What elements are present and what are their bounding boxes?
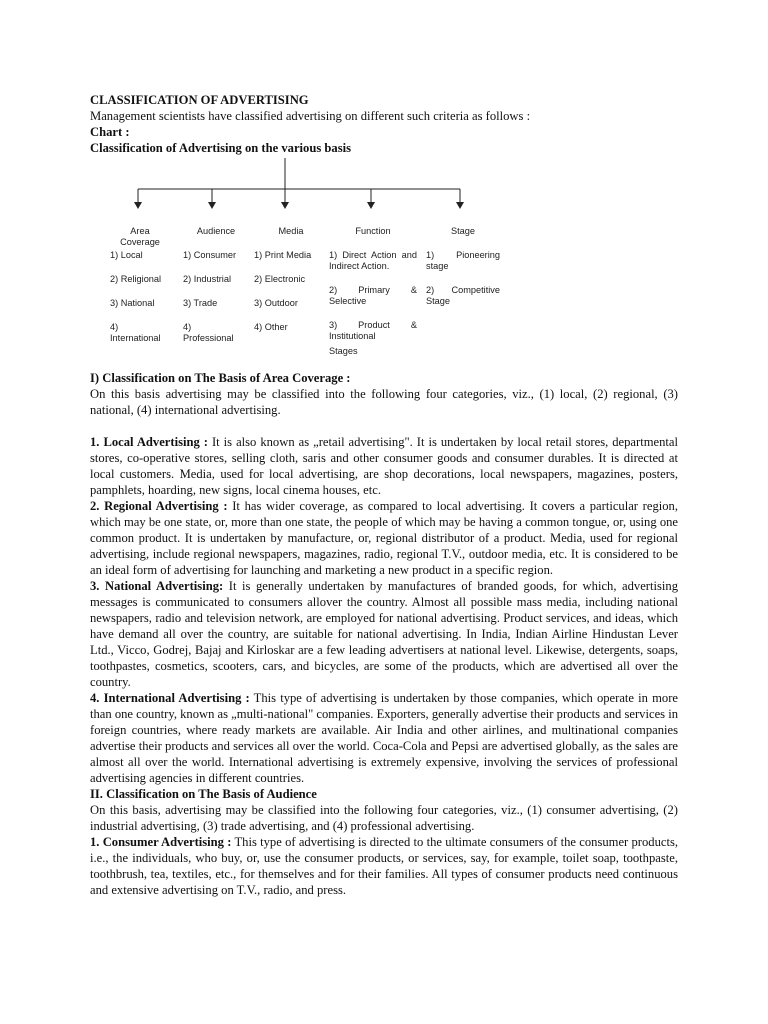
chart-stages-note: Stages <box>329 346 358 356</box>
arrow-head-area <box>134 202 142 209</box>
chart-item: 2) Competitive Stage <box>426 285 500 306</box>
section-heading-area-coverage: I) Classification on The Basis of Area Coverage : <box>90 371 351 385</box>
chart-label: Chart : <box>90 125 130 139</box>
chart-heading-area: Area Coverage <box>120 226 160 247</box>
paragraph-international-advertising <box>90 690 678 786</box>
text-consumer-advertising: This type of advertising is directed to the ultimate consumers of the consumer products, i.e., the individuals, who buy, or, use the consumer products, or services, say, for example, toilet soap, toothpaste, toothbrush, tea, textiles, etc., for themselves and for their families. All types of consumer products need continuous and extensive advertising on T.V., radio, and press. <box>90 835 679 897</box>
chart-item: 4) Other <box>254 322 288 332</box>
arrow-head-media <box>281 202 289 209</box>
label-international-advertising: 4. International Advertising : <box>90 691 250 705</box>
chart-item: 3) Outdoor <box>254 298 298 308</box>
intro-paragraph: Management scientists have classified advertising on different such criteria as follows : <box>90 109 531 123</box>
text-international-advertising: This type of advertising is undertaken by those companies, which operate in more than one country, known as „multi-national" companies. Exporters, generally advertise their products and services in foreign countries, where ready markets are available. Air India and other airlines, and multinational companies advertise their products and services all over the world. Coca-Cola and Pepsi are advertised globally, as the sales are almost all over the world. International advertising is extremely expensive, involving the services of professional advertising agencies in different countries. <box>90 691 679 785</box>
chart-item: 1) Local <box>110 250 143 260</box>
classification-chart <box>90 158 678 370</box>
chart-item: 3) Product & Institutional <box>329 320 417 341</box>
chart-item: 2) Primary & Selective <box>329 285 417 306</box>
chart-item: 4) Professional <box>183 322 234 343</box>
chart-item: 2) Industrial <box>183 274 232 284</box>
arrow-head-stage <box>456 202 464 209</box>
section-body-audience: On this basis, advertising may be classified into the following four categories, viz., (1) consumer advertising, (2) industrial advertising, (3) trade advertising, and (4) professional advertising. <box>90 803 678 833</box>
arrow-head-function <box>367 202 375 209</box>
chart-column-stage <box>426 226 500 320</box>
chart-item: 1) Pioneering stage <box>426 250 500 271</box>
chart-item: 1) Consumer <box>183 250 237 260</box>
chart-title: Classification of Advertising on the various basis <box>90 141 351 155</box>
text-local-advertising: It is also known as „retail advertising". It is undertaken by local retail stores, departmental stores, co-operative stores, selling cloth, saris and other consumer goods and consumer durables. It is directed at local customers. Media, used for local advertising, are shop decorations, local newspapers, magazines, posters, pamphlets, hoarding, new signs, local cinema houses, etc. <box>90 435 678 497</box>
document-page <box>90 92 678 898</box>
chart-heading-audience: Audience <box>196 226 236 236</box>
paragraph-consumer-advertising <box>90 834 678 898</box>
chart-column-media <box>254 226 328 346</box>
chart-item: 3) Trade <box>183 298 218 308</box>
chart-item: 3) National <box>110 298 155 308</box>
text-national-advertising: It is generally undertaken by manufactures of branded goods, for which, advertising messages is communicated to consumers allover the country. Almost all possible mass media, including national newspapers, radio and television network, are employed for national advertising. Product services, and ideas, which have demand all over the country, are suitable for national advertising. In India, Indian Airline Hindustan Lever Ltd., Vicco, Godrej, Bajaj and Kirloskar are a few leading advertisers at national level. Likewise, detergents, soaps, toothpastes, cosmetics, scooters, cars, and bicycles, are some of the products, which are advertised all over the country. <box>90 579 678 689</box>
chart-column-audience <box>183 226 249 357</box>
section-body-area-coverage: On this basis advertising may be classified into the following four categories, viz., (1) local, (2) regional, (3) national, (4) international advertising. <box>90 387 678 417</box>
chart-item: 1) Direct Action and Indirect Action. <box>329 250 417 271</box>
chart-item: 2) Electronic <box>254 274 306 284</box>
chart-column-area <box>110 226 170 357</box>
paragraph-national-advertising <box>90 578 678 690</box>
chart-item: 1) Print Media <box>254 250 312 260</box>
chart-item: 4) International <box>110 322 161 343</box>
label-regional-advertising: 2. Regional Advertising : <box>90 499 228 513</box>
chart-heading-media: Media <box>278 226 304 236</box>
document-title: CLASSIFICATION OF ADVERTISING <box>90 93 309 107</box>
chart-column-function <box>329 226 417 355</box>
arrow-head-audience <box>208 202 216 209</box>
label-national-advertising: 3. National Advertising: <box>90 579 224 593</box>
paragraph-local-advertising <box>90 434 678 498</box>
chart-item: 2) Religional <box>110 274 162 284</box>
section-heading-audience: II. Classification on The Basis of Audience <box>90 787 317 801</box>
text-regional-advertising: It has wider coverage, as compared to local advertising. It covers a particular region, which may be one state, or, more than one state, the people of which may be having a common tongue, or, using one common product. It is undertaken by manufacture, or, regional distributor of a product. Media, used for regional advertising, include regional newspapers, magazines, radio, regional T.V., outdoor media, etc. It is considered to be an ideal form of advertising for launching and marketing a new product in a specific region. <box>90 499 679 577</box>
chart-heading-stage: Stage <box>450 226 475 236</box>
label-consumer-advertising: 1. Consumer Advertising : <box>90 835 232 849</box>
chart-heading-function: Function <box>355 226 391 236</box>
paragraph-regional-advertising <box>90 498 678 578</box>
label-local-advertising: 1. Local Advertising : <box>90 435 208 449</box>
